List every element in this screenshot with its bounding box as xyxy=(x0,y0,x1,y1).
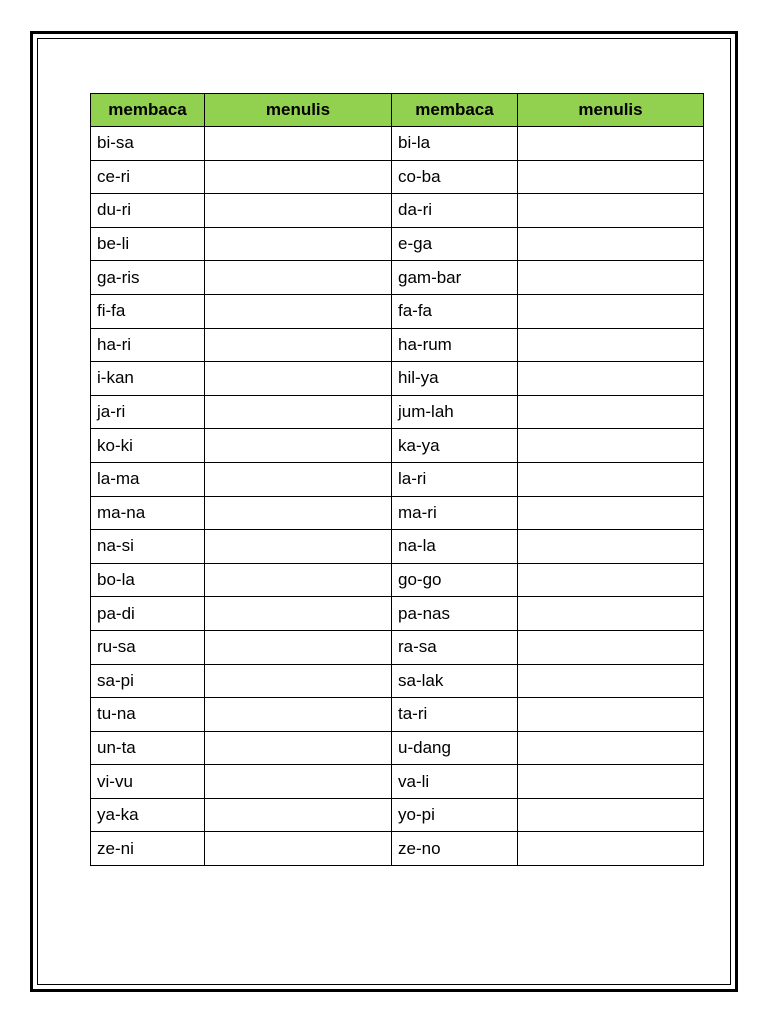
read-cell: fi-fa xyxy=(91,294,205,328)
table-row xyxy=(91,530,704,564)
read-cell: la-ri xyxy=(392,462,518,496)
write-cell[interactable] xyxy=(205,563,392,597)
read-cell: la-ma xyxy=(91,462,205,496)
table-row xyxy=(91,563,704,597)
table-row xyxy=(91,765,704,799)
table-row xyxy=(91,731,704,765)
write-cell[interactable] xyxy=(518,530,704,564)
read-cell: ya-ka xyxy=(91,798,205,832)
write-cell[interactable] xyxy=(205,664,392,698)
table-row xyxy=(91,395,704,429)
write-cell[interactable] xyxy=(205,597,392,631)
write-cell[interactable] xyxy=(518,765,704,799)
read-cell: ce-ri xyxy=(91,160,205,194)
write-cell[interactable] xyxy=(205,832,392,866)
read-cell: fa-fa xyxy=(392,294,518,328)
write-cell[interactable] xyxy=(518,698,704,732)
read-cell: bi-la xyxy=(392,127,518,161)
write-cell[interactable] xyxy=(518,261,704,295)
read-cell: i-kan xyxy=(91,362,205,396)
write-cell[interactable] xyxy=(205,395,392,429)
write-cell[interactable] xyxy=(205,765,392,799)
table-row xyxy=(91,462,704,496)
write-cell[interactable] xyxy=(205,496,392,530)
read-cell: ja-ri xyxy=(91,395,205,429)
write-cell[interactable] xyxy=(518,395,704,429)
read-cell: bi-sa xyxy=(91,127,205,161)
write-cell[interactable] xyxy=(205,798,392,832)
table-row xyxy=(91,664,704,698)
read-cell: tu-na xyxy=(91,698,205,732)
read-cell: va-li xyxy=(392,765,518,799)
table-row xyxy=(91,261,704,295)
header-menulis-1: menulis xyxy=(205,94,392,127)
write-cell[interactable] xyxy=(518,462,704,496)
read-cell: hil-ya xyxy=(392,362,518,396)
table-body xyxy=(91,127,704,866)
table-row xyxy=(91,698,704,732)
header-menulis-2: menulis xyxy=(518,94,704,127)
table-row xyxy=(91,294,704,328)
write-cell[interactable] xyxy=(518,227,704,261)
table-header-row xyxy=(91,94,704,127)
write-cell[interactable] xyxy=(205,261,392,295)
write-cell[interactable] xyxy=(518,328,704,362)
read-cell: ze-ni xyxy=(91,832,205,866)
table-row xyxy=(91,160,704,194)
write-cell[interactable] xyxy=(518,429,704,463)
write-cell[interactable] xyxy=(518,597,704,631)
write-cell[interactable] xyxy=(205,227,392,261)
read-cell: vi-vu xyxy=(91,765,205,799)
table-row xyxy=(91,362,704,396)
write-cell[interactable] xyxy=(518,496,704,530)
read-cell: na-si xyxy=(91,530,205,564)
write-cell[interactable] xyxy=(518,362,704,396)
write-cell[interactable] xyxy=(518,194,704,228)
write-cell[interactable] xyxy=(518,160,704,194)
read-cell: u-dang xyxy=(392,731,518,765)
read-cell: ru-sa xyxy=(91,630,205,664)
reading-writing-table xyxy=(90,93,704,866)
read-cell: da-ri xyxy=(392,194,518,228)
table-row xyxy=(91,597,704,631)
write-cell[interactable] xyxy=(205,429,392,463)
write-cell[interactable] xyxy=(205,630,392,664)
read-cell: e-ga xyxy=(392,227,518,261)
write-cell[interactable] xyxy=(205,530,392,564)
write-cell[interactable] xyxy=(205,194,392,228)
write-cell[interactable] xyxy=(205,462,392,496)
header-membaca-2: membaca xyxy=(392,94,518,127)
write-cell[interactable] xyxy=(205,328,392,362)
read-cell: be-li xyxy=(91,227,205,261)
read-cell: du-ri xyxy=(91,194,205,228)
write-cell[interactable] xyxy=(205,698,392,732)
read-cell: ko-ki xyxy=(91,429,205,463)
table-row xyxy=(91,496,704,530)
write-cell[interactable] xyxy=(205,160,392,194)
read-cell: ma-ri xyxy=(392,496,518,530)
write-cell[interactable] xyxy=(205,127,392,161)
read-cell: ka-ya xyxy=(392,429,518,463)
write-cell[interactable] xyxy=(518,294,704,328)
read-cell: jum-lah xyxy=(392,395,518,429)
read-cell: ma-na xyxy=(91,496,205,530)
write-cell[interactable] xyxy=(518,630,704,664)
table-row xyxy=(91,630,704,664)
read-cell: na-la xyxy=(392,530,518,564)
read-cell: gam-bar xyxy=(392,261,518,295)
read-cell: ha-ri xyxy=(91,328,205,362)
write-cell[interactable] xyxy=(518,664,704,698)
table-row xyxy=(91,194,704,228)
write-cell[interactable] xyxy=(205,362,392,396)
read-cell: go-go xyxy=(392,563,518,597)
write-cell[interactable] xyxy=(518,731,704,765)
read-cell: ze-no xyxy=(392,832,518,866)
read-cell: pa-nas xyxy=(392,597,518,631)
table-row xyxy=(91,127,704,161)
write-cell[interactable] xyxy=(205,294,392,328)
read-cell: pa-di xyxy=(91,597,205,631)
table-row xyxy=(91,328,704,362)
read-cell: un-ta xyxy=(91,731,205,765)
read-cell: co-ba xyxy=(392,160,518,194)
read-cell: sa-pi xyxy=(91,664,205,698)
table-row xyxy=(91,798,704,832)
read-cell: ha-rum xyxy=(392,328,518,362)
header-membaca-1: membaca xyxy=(91,94,205,127)
write-cell[interactable] xyxy=(518,127,704,161)
write-cell[interactable] xyxy=(205,731,392,765)
table-row xyxy=(91,227,704,261)
read-cell: yo-pi xyxy=(392,798,518,832)
write-cell[interactable] xyxy=(518,832,704,866)
read-cell: ga-ris xyxy=(91,261,205,295)
read-cell: ra-sa xyxy=(392,630,518,664)
table-row xyxy=(91,429,704,463)
write-cell[interactable] xyxy=(518,798,704,832)
read-cell: ta-ri xyxy=(392,698,518,732)
read-cell: sa-lak xyxy=(392,664,518,698)
write-cell[interactable] xyxy=(518,563,704,597)
read-cell: bo-la xyxy=(91,563,205,597)
table-row xyxy=(91,832,704,866)
